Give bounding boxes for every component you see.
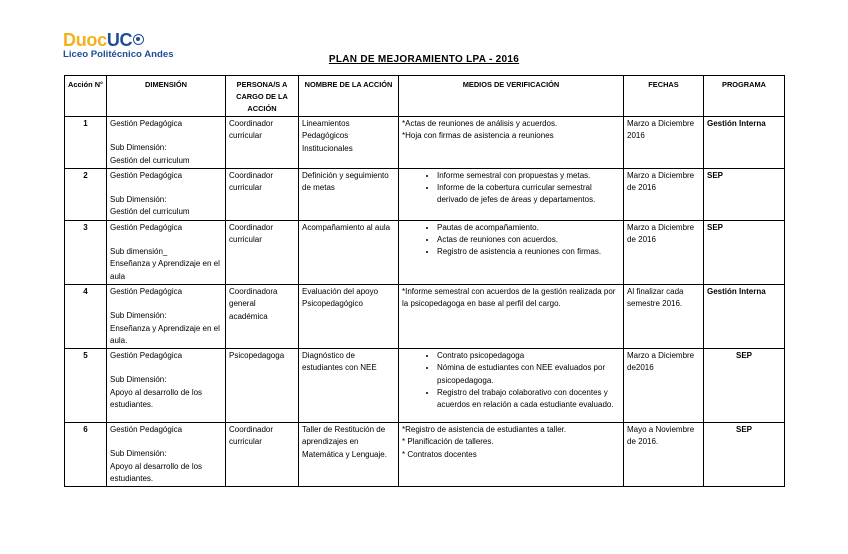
cell-dimension [107, 349, 226, 423]
table-row [65, 117, 785, 169]
table-header-row [65, 76, 785, 117]
logo-subtitle: Liceo Politécnico Andes [63, 49, 174, 60]
subdimension-label: Sub Dimensión: [110, 375, 167, 385]
cell-programa: SEP [704, 349, 785, 423]
cell-programa: SEP [704, 220, 785, 284]
spacer [110, 298, 222, 310]
header-medios: MEDIOS DE VERIFICACIÓN [399, 76, 624, 117]
medios-line: *Registro de asistencia de estudiantes a taller. [402, 425, 567, 435]
subdimension-value: Apoyo al desarrollo de los estudiantes. [110, 461, 203, 484]
document-title: PLAN DE MEJORAMIENTO LPA - 2016 [328, 54, 520, 65]
subdimension-label: Sub Dimensión: [110, 195, 167, 205]
cell-programa: SEP [704, 168, 785, 220]
spacer [110, 362, 222, 374]
cell-persona: Coordinador curricular [226, 117, 299, 169]
medios-line: *Actas de reuniones de análisis y acuerdos. [402, 119, 558, 128]
cell-fechas: Al finalizar cada semestre 2016. [624, 284, 704, 348]
cell-dimension [107, 220, 226, 284]
cell-dimension [107, 117, 226, 169]
header-persona: PERSONA/S A CARGO DE LA ACCIÓN [226, 76, 299, 117]
cell-accion-num: 5 [65, 349, 107, 423]
medios-line: *Informe semestral con acuerdos de la gestión realizada por la psicopedagoga en base al perfil del cargo. [402, 286, 616, 309]
header-nombre: NOMBRE DE LA ACCIÓN [299, 76, 399, 117]
list-item: • Nómina de estudiantes con NEE evaluados por psicopedagoga. [437, 362, 620, 387]
logo-wordmark [63, 31, 183, 50]
cell-accion-num: 4 [65, 284, 107, 348]
list-item: • Actas de reuniones con acuerdos. [437, 234, 620, 246]
cell-nombre-accion: Taller de Restitución de aprendizajes en Matemática y Lenguaje. [299, 423, 399, 487]
cell-nombre-accion: Definición y seguimiento de metas [299, 168, 399, 220]
list-item: • Informe semestral con propuestas y metas. [437, 170, 620, 182]
medios-list [402, 222, 620, 259]
cell-medios [399, 220, 624, 284]
cell-medios [399, 168, 624, 220]
table-row [65, 168, 785, 220]
subdimension-label: Sub dimensión_ [110, 247, 168, 257]
list-item: • Contrato psicopedagoga [437, 350, 620, 362]
cell-accion-num: 1 [65, 117, 107, 169]
cell-dimension [107, 284, 226, 348]
list-item: • Pautas de acompañamiento. [437, 222, 620, 234]
list-item: • Registro del trabajo colaborativo con docentes y acuerdos en relación a cada estudiante evaluado. [437, 387, 620, 412]
table-row [65, 349, 785, 423]
dimension-name: Gestión Pedagógica [110, 286, 183, 296]
cell-persona: Coordinador curricular [226, 423, 299, 487]
cell-medios [399, 284, 624, 348]
cell-medios [399, 117, 624, 169]
cell-nombre-accion: Diagnóstico de estudiantes con NEE [299, 349, 399, 423]
cell-dimension [107, 423, 226, 487]
header-programa: PROGRAMA [704, 76, 785, 117]
table-row [65, 284, 785, 348]
medios-list [402, 350, 620, 411]
subdimension-value: Enseñanza y Aprendizaje en el aula. [110, 323, 220, 345]
spacer [110, 130, 222, 142]
cell-persona: Coordinadora general académica [226, 284, 299, 348]
header-fechas: FECHAS [624, 76, 704, 117]
cell-accion-num: 6 [65, 423, 107, 487]
seal-icon [133, 34, 144, 45]
cell-fechas: Mayo a Noviembre de 2016. [624, 423, 704, 487]
medios-line: *Hoja con firmas de asistencia a reuniones [402, 131, 554, 141]
list-item: • Informe de la cobertura curricular semestral derivado de jefes de áreas y departamentos. [437, 182, 620, 207]
medios-list [402, 170, 620, 207]
subdimension-value: Enseñanza y Aprendizaje en el aula [110, 259, 220, 281]
spacer [110, 234, 222, 246]
cell-fechas: Marzo a Diciembre de2016 [624, 349, 704, 423]
subdimension-label: Sub Dimensión: [110, 311, 167, 321]
subdimension-value: Gestión del curriculum [110, 207, 190, 217]
cell-programa: Gestión Interna [704, 117, 785, 169]
header-accion: Acción N° [65, 76, 107, 117]
dimension-name: Gestión Pedagógica [110, 222, 183, 232]
logo-duoc: Duoc [63, 30, 107, 50]
cell-accion-num: 2 [65, 168, 107, 220]
logo-uc: UC [106, 30, 133, 50]
dimension-name: Gestión Pedagógica [110, 119, 183, 128]
list-item: • Registro de asistencia a reuniones con firmas. [437, 246, 620, 258]
cell-dimension [107, 168, 226, 220]
subdimension-value: Gestión del curriculum [110, 155, 190, 165]
cell-fechas: Marzo a Diciembre de 2016 [624, 168, 704, 220]
spacer [110, 182, 222, 194]
cell-medios [399, 423, 624, 487]
dimension-name: Gestión Pedagógica [110, 351, 183, 361]
cell-persona: Psicopedagoga [226, 349, 299, 423]
header-dimension: DIMENSIÓN [107, 76, 226, 117]
cell-accion-num: 3 [65, 220, 107, 284]
cell-persona: Coordinador curricular [226, 220, 299, 284]
cell-fechas: Marzo a Diciembre de 2016 [624, 220, 704, 284]
cell-nombre-accion: Lineamientos Pedagógicos Institucionales [299, 117, 399, 169]
medios-line: * Contratos docentes [402, 449, 477, 459]
cell-nombre-accion: Acompañamiento al aula [299, 220, 399, 284]
subdimension-value: Apoyo al desarrollo de los estudiantes. [110, 387, 203, 410]
cell-programa: Gestión Interna [704, 284, 785, 348]
dimension-name: Gestión Pedagógica [110, 425, 183, 435]
dimension-name: Gestión Pedagógica [110, 170, 183, 180]
subdimension-label: Sub Dimensión: [110, 143, 167, 153]
cell-persona: Coordinador curricular [226, 168, 299, 220]
spacer [110, 436, 222, 448]
medios-line: * Planificación de talleres. [402, 437, 494, 447]
table-row [65, 423, 785, 487]
table-row [65, 220, 785, 284]
cell-fechas: Marzo a Diciembre 2016 [624, 117, 704, 169]
cell-medios [399, 349, 624, 423]
cell-programa: SEP [704, 423, 785, 487]
cell-nombre-accion: Evaluación del apoyo Psicopedagógico [299, 284, 399, 348]
subdimension-label: Sub Dimensión: [110, 449, 167, 459]
plan-table [64, 75, 785, 487]
